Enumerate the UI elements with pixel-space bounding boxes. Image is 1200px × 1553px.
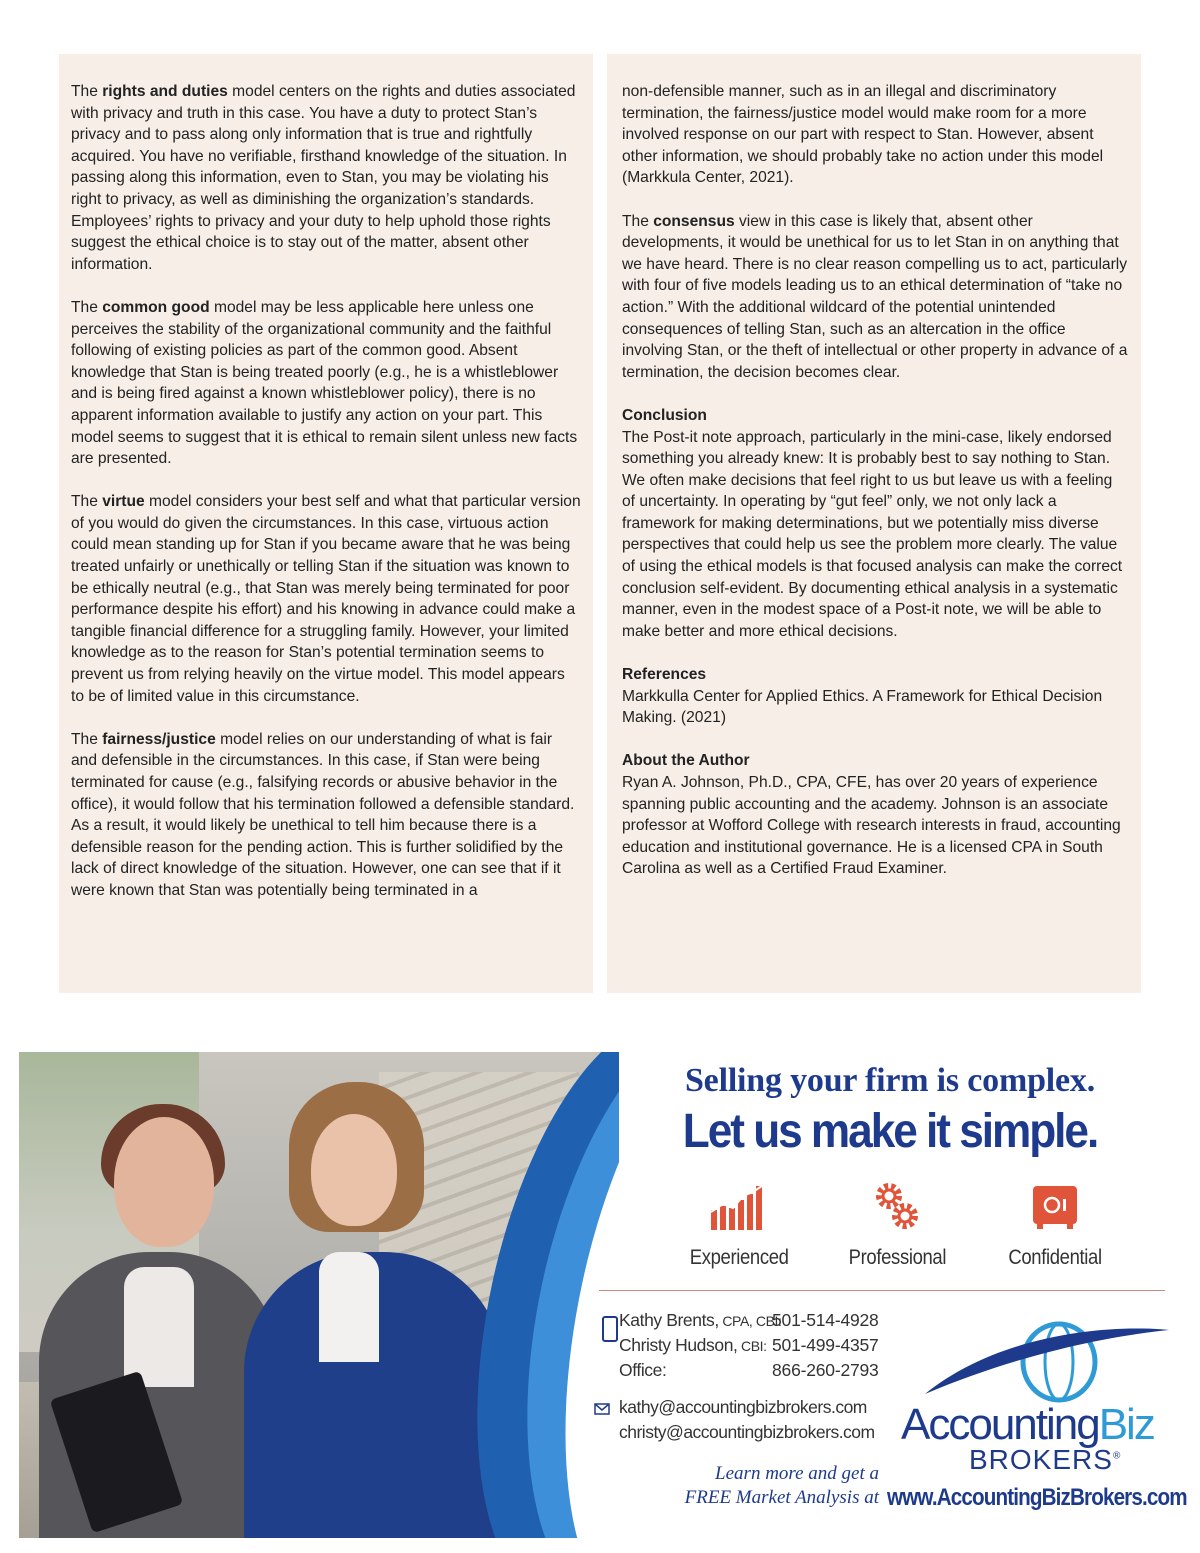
contact-phone[interactable]: 866-260-2793 xyxy=(772,1360,879,1380)
gears-icon xyxy=(867,1182,927,1232)
advertisement xyxy=(19,1052,1187,1538)
ad-headline-primary: Selling your firm is complex. xyxy=(684,1062,1096,1099)
section-conclusion xyxy=(622,405,1129,643)
references-text: Markkulla Center for Applied Ethics. A Framework for Ethical Decision Making. (2021) xyxy=(622,687,1103,727)
contact-credential: CBI: xyxy=(737,1338,767,1354)
email-kathy[interactable]: kathy@accountingbizbrokers.com xyxy=(619,1397,867,1417)
cta-line-1: Learn more and get a xyxy=(715,1463,879,1484)
feature-label: Confidential xyxy=(1008,1246,1102,1269)
contact-name: Office: xyxy=(619,1360,667,1380)
feature-label: Experienced xyxy=(689,1246,789,1269)
phone-icon xyxy=(602,1316,618,1342)
paragraph-consensus: The consensus view in this case is likely that, absent other developments, it would be unethical for us to let Stan in on anything that we have heard. There is no clear reason compelling us to act, particularly with four of five models leading us to an ethical determination of “take no action.” With the additional wildcard of the potential unintended consequences of telling Stan, such as an altercation in the office involving Stan, or the theft of intellectual or other property in advance of a termination, the decision becomes clear. xyxy=(622,212,1128,381)
logo-word-accounting: Accounting xyxy=(901,1400,1099,1449)
paragraph-common-good: The common good model may be less applicable here unless one perceives the stability of the organizational community and the faithful following of existing policies as part of the common good. Absent knowledge that Stan is being treated poorly (e.g., he is a whistleblower and is being fired against a known whistleblower policy), there is no apparent information available to justify any action on your part. This model seems to suggest that it is ethical to remain silent unless new facts are presented. xyxy=(71,298,578,468)
divider xyxy=(599,1290,1165,1291)
contact-row-office xyxy=(619,1358,919,1383)
feature-confidential xyxy=(975,1182,1135,1270)
paragraph-continuation: non-defensible manner, such as in an illegal and discriminatory termination, the fairness/justice model would make room for a more involved response on our part with respect to Stan. However, absent other information, we should probably take no action under this model (Markkula Center, 2021). xyxy=(622,83,1104,187)
paragraph-rights-duties: The rights and duties model centers on the rights and duties associated with privacy and truth in this case. You have a duty to protect Stan’s privacy and to pass along only information that is true and rightfully acquired. You have no verifiable, firsthand knowledge of the situation. In passing along this information, even to Stan, you may be violating his right to privacy, as well as diminishing the organization’s standards. Employees’ rights to privacy and your duty to help uphold those rights suggest the ethical choice is to stay out of the matter, absent other information. xyxy=(71,83,576,273)
cta-line-2: FREE Market Analysis at xyxy=(684,1487,879,1508)
contact-list xyxy=(619,1308,919,1383)
cta-text xyxy=(659,1462,879,1510)
contact-phone[interactable]: 501-499-4357 xyxy=(772,1335,879,1355)
logo-word-brokers: BROKERS xyxy=(969,1444,1113,1475)
logo-wordmark xyxy=(901,1400,1154,1450)
article-column-right xyxy=(607,54,1141,993)
feature-label: Professional xyxy=(848,1246,946,1269)
section-about-author xyxy=(622,750,1129,880)
conclusion-heading: Conclusion xyxy=(622,406,707,424)
envelope-icon xyxy=(594,1403,610,1415)
logo-subword xyxy=(969,1444,1121,1476)
section-references xyxy=(622,664,1129,729)
article-column-left xyxy=(59,54,593,993)
feature-professional xyxy=(817,1182,977,1270)
ad-headline-secondary: Let us make it simple. xyxy=(682,1105,1098,1158)
author-heading: About the Author xyxy=(622,752,750,770)
logo-word-biz: Biz xyxy=(1098,1400,1154,1449)
registered-mark: ® xyxy=(1112,1450,1122,1462)
conclusion-text: The Post-it note approach, particularly in the mini-case, likely endorsed something you already knew: It is probably best to say nothing to Stan. We often make decisions that feel right to us but leave us with a feeling of uncertainty. In operating by “gut feel” only, we not only lack a framework for making determinations, but we potentially miss diverse perspectives that could help us see the problem more clearly. The value of using the ethical models is that focused analysis can make the correct conclusion self-evident. By documenting ethical analysis in a systematic manner, even in the modest space of a Post-it note, we will be able to make better and more ethical decisions. xyxy=(622,428,1123,640)
ad-info-panel xyxy=(599,1052,1187,1538)
brokers-photo xyxy=(19,1052,619,1538)
accountingbiz-logo xyxy=(899,1314,1179,1474)
website-link[interactable]: www.AccountingBizBrokers.com xyxy=(887,1484,1187,1511)
author-text: Ryan A. Johnson, Ph.D., CPA, CFE, has over 20 years of experience spanning public accounting and the academy. Johnson is an associate professor at Wofford College with research interests in fraud, accounting education and institutional governance. He is a licensed CPA in South Carolina as well as a Certified Fraud Examiner. xyxy=(622,774,1121,878)
contact-name: Kathy Brents, xyxy=(619,1310,719,1330)
paragraph-fairness-justice: The fairness/justice model relies on our understanding of what is fair and defensible in the circumstances. In this case, if Stan were being terminated for cause (e.g., falsifying records or abusive behavior in the office), it would follow that his termination followed a defensible standard. As a result, it would likely be unethical to tell him because there is a defensible reason for the pending action. This is further solidified by the lack of direct knowledge of the situation. However, one can see that if it were known that Stan was potentially being terminated in a xyxy=(71,730,575,899)
safe-icon xyxy=(1025,1182,1085,1232)
contact-phone[interactable]: 501-514-4928 xyxy=(772,1310,879,1330)
contact-row-kathy xyxy=(619,1308,919,1333)
globe-swoosh-icon xyxy=(919,1314,1179,1404)
contact-credential: CPA, CBI: xyxy=(718,1313,782,1329)
email-list xyxy=(619,1395,875,1445)
contact-row-christy xyxy=(619,1333,919,1358)
references-heading: References xyxy=(622,666,707,684)
feature-experienced xyxy=(659,1182,819,1270)
paragraph-virtue: The virtue model considers your best self and what that particular version of you would do given the circumstances. In this case, virtuous action could mean standing up for Stan if you became aware that he was being treated unfairly or unethically or telling Stan if the situation was known to be ethically neutral (e.g., that Stan was merely being terminated for poor performance despite his effort) and his knowing in advance could make a tangible financial difference for a struggling family. However, your limited knowledge as to the reason for Stan’s potential termination seems to prevent us from relying heavily on the virtue model. This model appears to be of limited value in this circumstance. xyxy=(71,493,581,705)
email-christy[interactable]: christy@accountingbizbrokers.com xyxy=(619,1422,875,1442)
growth-chart-icon xyxy=(709,1182,769,1232)
contact-name: Christy Hudson, xyxy=(619,1335,738,1355)
